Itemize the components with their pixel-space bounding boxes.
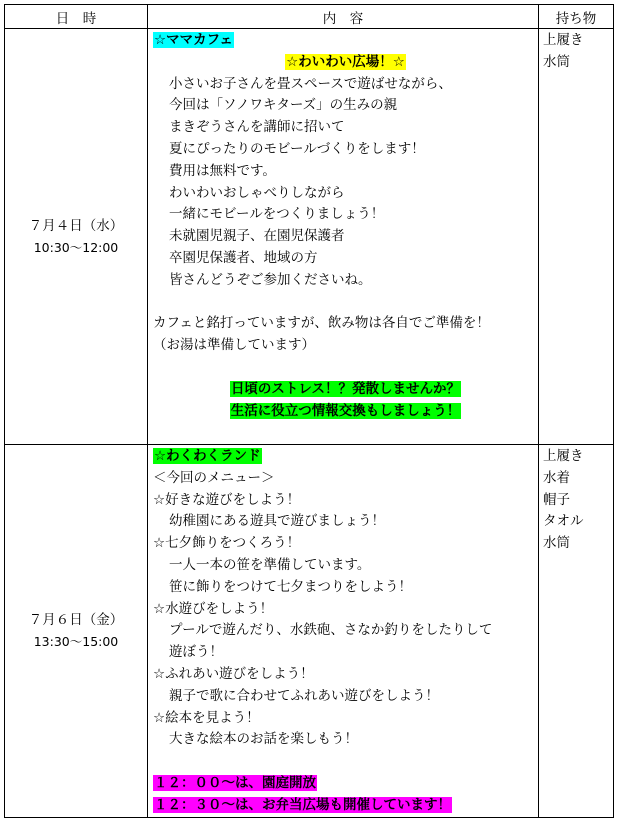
- content-text: わいわいおしゃべりしながら: [169, 184, 345, 201]
- item-entry: 上履き: [543, 32, 584, 48]
- header-content: 内 容: [148, 5, 539, 29]
- content-line: [153, 555, 538, 577]
- content-line: [153, 620, 538, 642]
- content-text: 今回は「ソノワキターズ」の生みの親: [169, 97, 398, 114]
- item-entry: 水着: [543, 469, 570, 486]
- header-items: 持ち物: [539, 5, 614, 29]
- blank-line: [153, 292, 538, 314]
- content-line: [153, 226, 538, 248]
- header-row: [5, 5, 614, 29]
- event-items: [539, 445, 614, 818]
- event-date-cell: [5, 29, 148, 445]
- content-line: [153, 664, 538, 686]
- highlight-text: ☆わくわくランド: [154, 448, 261, 464]
- event-time: 13:30～15:00: [33, 634, 119, 649]
- content-text: ＜今回のメニュー＞: [153, 469, 275, 486]
- content-line: [153, 183, 538, 205]
- highlight-text: 日頃のストレス！？発散しませんか？: [230, 380, 461, 397]
- content-line: [153, 773, 538, 795]
- content-text: まきぞうさんを講師に招いて: [169, 119, 345, 136]
- content-line: [153, 313, 538, 335]
- highlight-text: ☆わいわい広場！☆: [286, 53, 405, 70]
- content-line: [153, 161, 538, 183]
- content-line: [153, 468, 538, 490]
- content-line: [153, 686, 538, 708]
- content-text: 皆さんどうぞご参加くださいね。: [169, 271, 372, 288]
- content-line: [153, 204, 538, 226]
- item-entry: タオル: [543, 513, 584, 530]
- content-line: [153, 401, 538, 423]
- content-text: ☆七夕飾りをつくろう！: [153, 535, 301, 552]
- content-line: [153, 270, 538, 292]
- content-line: [153, 52, 538, 74]
- event-time: 10:30～12:00: [33, 239, 119, 255]
- content-text: （お湯は準備しています）: [153, 337, 315, 354]
- content-line: [153, 708, 538, 730]
- event-row-1: [5, 29, 614, 445]
- highlight-text: １２：３０～は、お弁当広場も開催しています！: [154, 796, 451, 813]
- content-line: [153, 599, 538, 621]
- content-text: 幼稚園にある遊具で遊びましょう！: [169, 513, 385, 530]
- highlight-text: ☆ママカフェ: [154, 32, 233, 48]
- event-date: ７月６日（金）: [28, 612, 124, 628]
- content-text: 一人一本の笹を準備しています。: [169, 556, 371, 573]
- content-line: [153, 74, 538, 96]
- content-line: [153, 335, 538, 357]
- content-text: ☆好きな遊びをしよう！: [153, 491, 301, 508]
- schedule-table: [4, 4, 614, 818]
- content-text: 夏にぴったりのモビールづくりをします！: [169, 140, 425, 157]
- content-line: [153, 117, 538, 139]
- event-date: ７月４日（水）: [28, 217, 124, 234]
- content-text: 親子で歌に合わせてふれあい遊びをしよう！: [169, 687, 439, 704]
- content-text: カフェと銘打っていますが、飲み物は各自でご準備を！: [153, 315, 490, 332]
- blank-line: [153, 357, 538, 379]
- content-text: 一緒にモビールをつくりましょう！: [169, 206, 385, 223]
- content-line: [153, 577, 538, 599]
- content-text: プールで遊んだり、水鉄砲、さなか釣りをしたりして: [169, 622, 493, 639]
- header-date: 日 時: [5, 5, 148, 29]
- item-entry: 水筒: [543, 53, 570, 70]
- item-entry: 水筒: [543, 535, 570, 552]
- content-line: [153, 795, 538, 817]
- content-text: 費用は無料です。: [169, 162, 276, 179]
- event-date-cell: [5, 445, 148, 818]
- content-text: 小さいお子さんを畳スペースで遊ばせながら、: [169, 75, 452, 92]
- content-line: [153, 248, 538, 270]
- content-line: [153, 95, 538, 117]
- content-text: 大きな絵本のお話を楽しもう！: [169, 731, 358, 748]
- content-line: [153, 729, 538, 751]
- content-text: 笹に飾りをつけて七夕まつりをしよう！: [169, 578, 412, 595]
- content-line: [153, 139, 538, 161]
- event-items: [539, 29, 614, 445]
- event-content: [148, 29, 539, 445]
- content-text: 遊ぼう！: [169, 644, 223, 661]
- item-entry: 上履き: [543, 448, 584, 464]
- highlight-text: 生活に役立つ情報交換もしましょう！: [230, 402, 461, 419]
- highlight-text: １２：００～は、園庭開放: [154, 774, 316, 791]
- event-row-2: [5, 445, 614, 818]
- content-line: [153, 379, 538, 401]
- content-text: ☆水遊びをしよう！: [153, 600, 274, 617]
- content-line: [153, 511, 538, 533]
- content-line: [153, 30, 538, 52]
- content-line: [153, 446, 538, 468]
- content-text: 未就園児親子、在園児保護者: [169, 228, 345, 245]
- content-line: [153, 533, 538, 555]
- event-content: [148, 445, 539, 818]
- content-text: ☆絵本を見よう！: [153, 709, 260, 726]
- content-text: ☆ふれあい遊びをしよう！: [153, 665, 314, 682]
- content-text: 卒園児保護者、地域の方: [169, 249, 318, 266]
- item-entry: 帽子: [543, 491, 570, 508]
- content-line: [153, 490, 538, 512]
- content-line: [153, 642, 538, 664]
- blank-line: [153, 751, 538, 773]
